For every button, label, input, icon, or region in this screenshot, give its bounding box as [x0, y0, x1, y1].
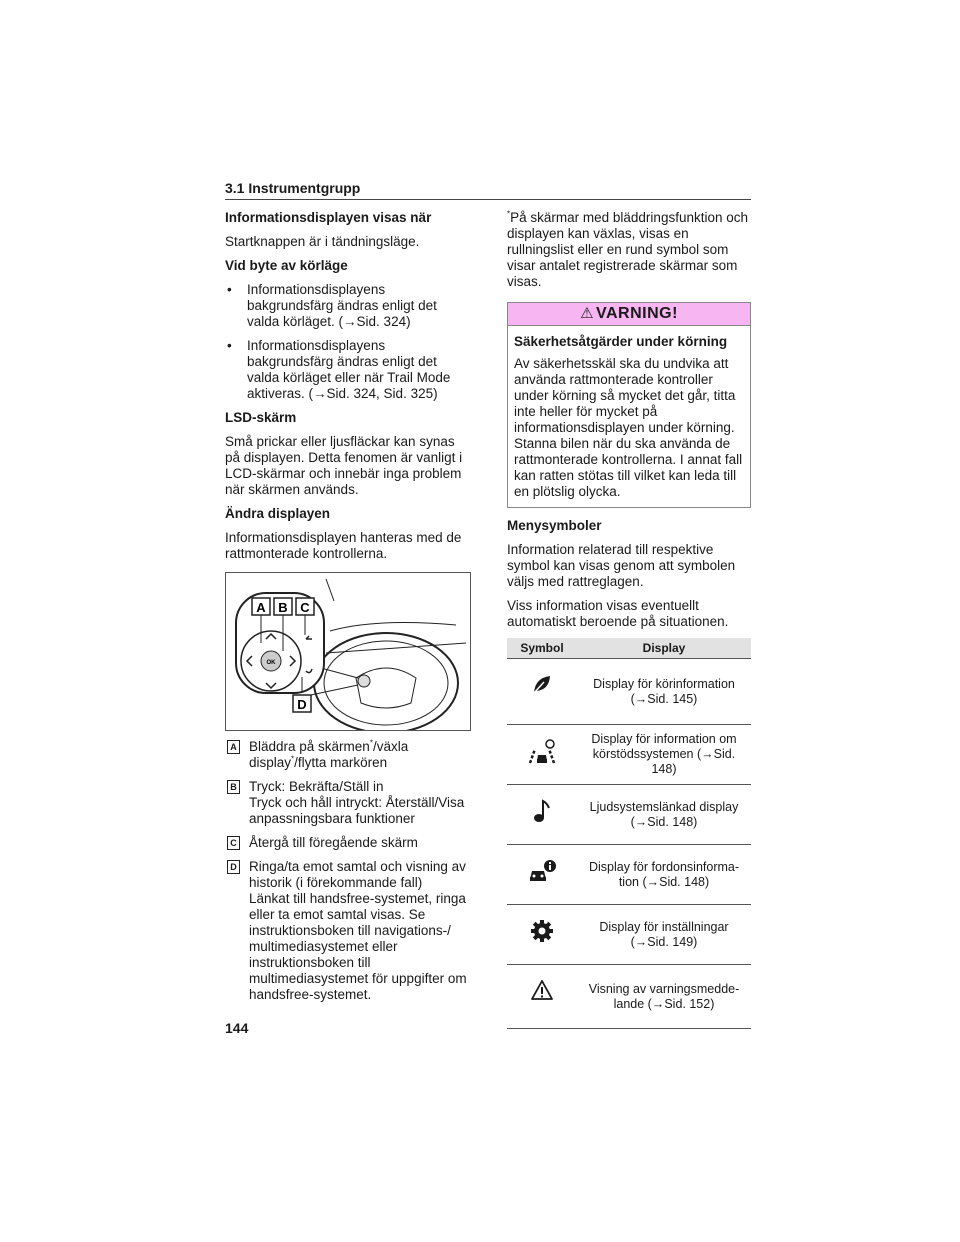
heading-change-display: Ändra displayen [225, 506, 331, 521]
left-column [225, 210, 470, 570]
col-header-symbol: Symbol [507, 638, 577, 659]
table-row [507, 785, 751, 845]
steering-controls-illustration [226, 573, 470, 730]
bullet-text: Informationsdisplayens bakgrundsfärg ändras enligt det valda körläget eller när Trail Mode aktiveras. (→Sid. 324, Sid. 325) [247, 338, 451, 401]
legend-letter: A [227, 740, 240, 754]
legend-item-d [225, 859, 470, 1003]
table-row [507, 965, 751, 1029]
driver-assist-icon [526, 739, 558, 765]
legend-text: Länkat till handsfree-systemet, ringa eller ta emot samtal visas. Se instruktionsboken till navigations-/ multimediasystemet eller instruktionsboken till multimediasystemet för uppgifter om handsfree-systemet. [249, 891, 467, 1002]
legend-text: Tryck och håll intryckt: Återställ/Visa anpassningsbara funktioner [249, 795, 465, 826]
table-row [507, 659, 751, 725]
heading-menu-symbols: Menysymboler [507, 518, 602, 533]
legend-item-b [225, 779, 470, 827]
table-cell-display: Ljudsystemslänkad display (→Sid. 148) [577, 785, 751, 845]
col-header-display: Display [577, 638, 751, 659]
legend-text: /flytta markören [294, 755, 388, 770]
gear-icon [530, 919, 554, 943]
paragraph-menu-2: Viss information visas eventuellt automatiskt beroende på situationen. [507, 598, 729, 629]
warning-box [507, 302, 751, 508]
music-note-icon [532, 799, 552, 823]
table-cell-display: Display för körinformation (→Sid. 145) [577, 659, 751, 725]
heading-display-shown: Informationsdisplayen visas när [225, 210, 432, 225]
asterisk: * [507, 209, 511, 219]
asterisk: * [369, 738, 373, 748]
warning-header [508, 303, 750, 326]
table-cell-display: Display för fordonsinforma-tion (→Sid. 148) [577, 845, 751, 905]
warning-text: Av säkerhetsskäl ska du undvika att använda rattmonterade kontroller under körning så mycket det går, titta inte heller för mycket på informationsdisplayen under körning. Stanna bilen när du ska använda de rattmonterade kontrollerna. I annat fall kan ratten stötas till vilket kan leda till en plötslig olycka. [514, 356, 743, 499]
legend-letter: C [227, 836, 240, 850]
legend-item-a [225, 739, 470, 771]
bullet-dot: • [227, 338, 232, 353]
legend-letter: B [227, 780, 240, 794]
leaf-icon [531, 673, 553, 695]
asterisk: * [291, 754, 295, 764]
bullet-item [225, 282, 470, 330]
paragraph-ignition: Startknappen är i tändningsläge. [225, 234, 420, 249]
footnote [507, 210, 751, 290]
warning-body [508, 326, 750, 507]
paragraph-menu-1: Information relaterad till respektive symbol kan visas genom att symbolen väljs med rattreglagen. [507, 542, 736, 589]
legend-item-c [225, 835, 470, 851]
page-number: 144 [225, 1020, 249, 1036]
legend-text: Ringa/ta emot samtal och visning av historik (i förekommande fall) [249, 859, 466, 890]
paragraph-change-display: Informationsdisplayen hanteras med de rattmonterade kontrollerna. [225, 530, 462, 561]
heading-lsd: LSD-skärm [225, 410, 297, 425]
legend-text: Återgå till föregående skärm [249, 835, 418, 850]
table-row [507, 845, 751, 905]
bullet-text: Informationsdisplayens bakgrundsfärg ändras enligt det valda körläget. (→Sid. 324) [247, 282, 437, 329]
figure-label-c: C [300, 600, 310, 615]
legend-text: Bläddra på skärmen [249, 739, 370, 754]
right-column [507, 210, 751, 1029]
control-legend [225, 739, 470, 1011]
heading-drive-mode: Vid byte av körläge [225, 258, 348, 273]
legend-text: Tryck: Bekräfta/Ställ in [249, 779, 384, 794]
footnote-text: På skärmar med bläddringsfunktion och displayen kan växlas, visas en rullningslist eller en rund symbol som visar antalet registrerade skärmar som visas. [507, 210, 748, 289]
bullet-item [225, 338, 470, 402]
figure-label-a: A [256, 600, 266, 615]
table-row [507, 905, 751, 965]
menu-symbols-table [507, 638, 751, 1029]
table-cell-display: Display för inställningar (→Sid. 149) [577, 905, 751, 965]
legend-text: /växla display [249, 739, 409, 770]
table-cell-display: Visning av varningsmedde-lande (→Sid. 152) [577, 965, 751, 1029]
ok-button-label: OK [266, 660, 276, 666]
table-row [507, 725, 751, 785]
table-header-row [507, 638, 751, 659]
legend-letter: D [227, 860, 240, 874]
warning-triangle-icon: ⚠ [580, 305, 595, 322]
figure-label-d: D [297, 697, 307, 712]
table-cell-display: Display för information om körstödssystemen (→Sid. 148) [577, 725, 751, 785]
figure-label-b: B [278, 600, 288, 615]
bullet-dot: • [227, 282, 232, 297]
warning-triangle-icon [530, 979, 554, 1001]
vehicle-info-icon [527, 859, 557, 883]
paragraph-lsd: Små prickar eller ljusfläckar kan synas på displayen. Detta fenomen är vanligt i LCD-skärmar och innebär inga problem när skärmen används. [225, 434, 463, 497]
warning-title: VARNING! [596, 305, 678, 322]
steering-controls-figure [225, 572, 471, 731]
section-header: 3.1 Instrumentgrupp [225, 180, 751, 200]
warning-heading: Säkerhetsåtgärder under körning [514, 334, 728, 349]
